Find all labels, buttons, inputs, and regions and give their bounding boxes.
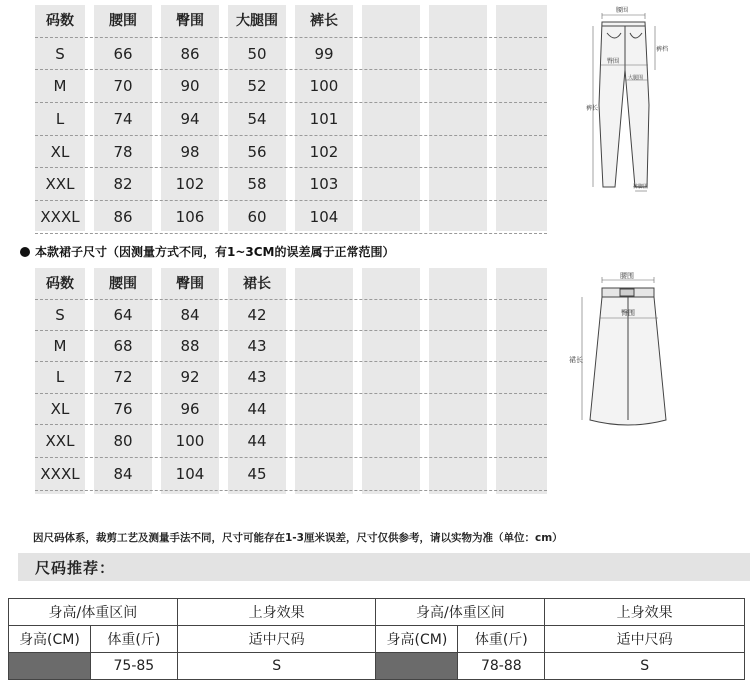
diagram-label-waist: 腰围 bbox=[620, 272, 634, 280]
cell-waist: 80 bbox=[113, 432, 133, 450]
cell-size: XL bbox=[50, 143, 70, 161]
cell-waist: 86 bbox=[113, 208, 133, 226]
subheader-height: 身高(CM) bbox=[9, 626, 91, 653]
cell-length: 100 bbox=[309, 77, 339, 95]
cell-waist: 82 bbox=[113, 175, 133, 193]
size-cell: S bbox=[177, 653, 376, 680]
table-header-row bbox=[35, 268, 547, 300]
cell-length: 44 bbox=[247, 432, 267, 450]
cell-waist: 68 bbox=[113, 337, 133, 355]
header-thigh: 大腿围 bbox=[236, 13, 278, 29]
header-size: 码数 bbox=[46, 13, 74, 29]
cell-thigh: 54 bbox=[247, 110, 267, 128]
pants-measurement-diagram bbox=[585, 5, 669, 190]
cell-size: M bbox=[53, 77, 67, 95]
size-recommendation-title: 尺码推荐： bbox=[35, 559, 116, 577]
cell-size: L bbox=[55, 110, 65, 128]
cell-length: 44 bbox=[247, 400, 267, 418]
cell-hip: 86 bbox=[180, 45, 200, 63]
cell-length: 42 bbox=[247, 306, 267, 324]
cell-hip: 98 bbox=[180, 143, 200, 161]
cell-hip: 88 bbox=[180, 337, 200, 355]
subheader-weight: 体重(斤) bbox=[458, 626, 545, 653]
cell-waist: 84 bbox=[113, 465, 133, 483]
subheader-weight: 体重(斤) bbox=[90, 626, 177, 653]
cell-hip: 94 bbox=[180, 110, 200, 128]
weight-cell: 78-88 bbox=[458, 653, 545, 680]
cell-size: L bbox=[55, 368, 65, 386]
table-row bbox=[35, 38, 547, 70]
diagram-label-crotch: 裤档 bbox=[656, 46, 669, 53]
row-divider bbox=[35, 490, 547, 491]
skirt-measurement-diagram bbox=[566, 270, 676, 430]
header-fit-effect: 上身效果 bbox=[177, 599, 376, 626]
cell-length: 102 bbox=[309, 143, 339, 161]
table-row bbox=[35, 136, 547, 168]
cell-hip: 90 bbox=[180, 77, 200, 95]
header-length: 裙长 bbox=[243, 276, 271, 292]
cell-size: XXL bbox=[45, 432, 75, 450]
subheader-fit: 适中尺码 bbox=[177, 626, 376, 653]
cell-size: XXXL bbox=[40, 465, 80, 483]
size-cell: S bbox=[545, 653, 745, 680]
header-size: 码数 bbox=[46, 276, 74, 292]
cell-hip: 104 bbox=[175, 465, 205, 483]
diagram-label-length: 裤长 bbox=[586, 105, 599, 112]
diagram-label-hem: 裤脚围 bbox=[633, 184, 649, 190]
measurement-disclaimer: 因尺码体系，裁剪工艺及测量手法不同，尺寸可能存在1-3厘米误差，尺寸仅供参考，请以实物为准（单位：cm） bbox=[33, 532, 563, 544]
table-row bbox=[35, 201, 547, 233]
cell-waist: 72 bbox=[113, 368, 133, 386]
cell-hip: 106 bbox=[175, 208, 205, 226]
diagram-label-hip: 臀围 bbox=[621, 309, 635, 317]
cell-length: 103 bbox=[309, 175, 339, 193]
diagram-label-length: 裙长 bbox=[569, 356, 583, 364]
table-row bbox=[35, 458, 547, 490]
cell-size: S bbox=[55, 306, 65, 324]
size-recommendation-table bbox=[8, 598, 745, 680]
table-header-row bbox=[35, 5, 547, 37]
table-row bbox=[35, 299, 547, 331]
weight-cell: 75-85 bbox=[90, 653, 177, 680]
diagram-label-waist: 腰围 bbox=[616, 7, 629, 14]
cell-size: XXXL bbox=[40, 208, 80, 226]
header-height-weight: 身高/体重区间 bbox=[376, 599, 545, 626]
table-row bbox=[35, 70, 547, 102]
row-divider bbox=[35, 233, 547, 234]
cell-waist: 70 bbox=[113, 77, 133, 95]
cell-hip: 102 bbox=[175, 175, 205, 193]
cell-thigh: 56 bbox=[247, 143, 267, 161]
table-header-row bbox=[9, 599, 745, 626]
table-row bbox=[35, 168, 547, 200]
cell-waist: 64 bbox=[113, 306, 133, 324]
cell-waist: 74 bbox=[113, 110, 133, 128]
cell-length: 43 bbox=[247, 368, 267, 386]
size-recommendation-bar bbox=[18, 553, 750, 581]
skirt-size-note-text: 本款裙子尺寸（因测量方式不同，有1~3CM的误差属于正常范围） bbox=[35, 245, 395, 259]
cell-length: 99 bbox=[314, 45, 334, 63]
cell-size: M bbox=[53, 337, 67, 355]
cell-length: 45 bbox=[247, 465, 267, 483]
table-row bbox=[35, 361, 547, 393]
cell-waist: 66 bbox=[113, 45, 133, 63]
cell-size: S bbox=[55, 45, 65, 63]
cell-size: XXL bbox=[45, 175, 75, 193]
header-waist: 腰围 bbox=[109, 13, 137, 29]
cell-waist: 76 bbox=[113, 400, 133, 418]
cell-thigh: 50 bbox=[247, 45, 267, 63]
cell-size: XL bbox=[50, 400, 70, 418]
bullet-icon bbox=[20, 247, 30, 257]
table-subheader-row bbox=[9, 626, 745, 653]
cell-hip: 84 bbox=[180, 306, 200, 324]
header-hip: 臀围 bbox=[176, 13, 204, 29]
table-row bbox=[35, 103, 547, 135]
height-cell bbox=[9, 653, 91, 680]
cell-thigh: 58 bbox=[247, 175, 267, 193]
table-row bbox=[35, 330, 547, 362]
cell-length: 101 bbox=[309, 110, 339, 128]
cell-thigh: 60 bbox=[247, 208, 267, 226]
diagram-label-thigh: 大腿围 bbox=[628, 75, 644, 81]
cell-length: 104 bbox=[309, 208, 339, 226]
header-hip: 臀围 bbox=[176, 276, 204, 292]
cell-thigh: 52 bbox=[247, 77, 267, 95]
table-row bbox=[35, 393, 547, 425]
cell-hip: 92 bbox=[180, 368, 200, 386]
header-fit-effect: 上身效果 bbox=[545, 599, 745, 626]
cell-hip: 100 bbox=[175, 432, 205, 450]
header-length: 裤长 bbox=[310, 13, 338, 29]
cell-length: 43 bbox=[247, 337, 267, 355]
header-waist: 腰围 bbox=[109, 276, 137, 292]
subheader-fit: 适中尺码 bbox=[545, 626, 745, 653]
height-cell bbox=[376, 653, 458, 680]
skirt-size-note bbox=[20, 243, 395, 260]
table-row bbox=[9, 653, 745, 680]
cell-waist: 78 bbox=[113, 143, 133, 161]
cell-hip: 96 bbox=[180, 400, 200, 418]
subheader-height: 身高(CM) bbox=[376, 626, 458, 653]
table-row bbox=[35, 425, 547, 457]
diagram-label-hip: 臀围 bbox=[607, 58, 620, 65]
header-height-weight: 身高/体重区间 bbox=[9, 599, 178, 626]
